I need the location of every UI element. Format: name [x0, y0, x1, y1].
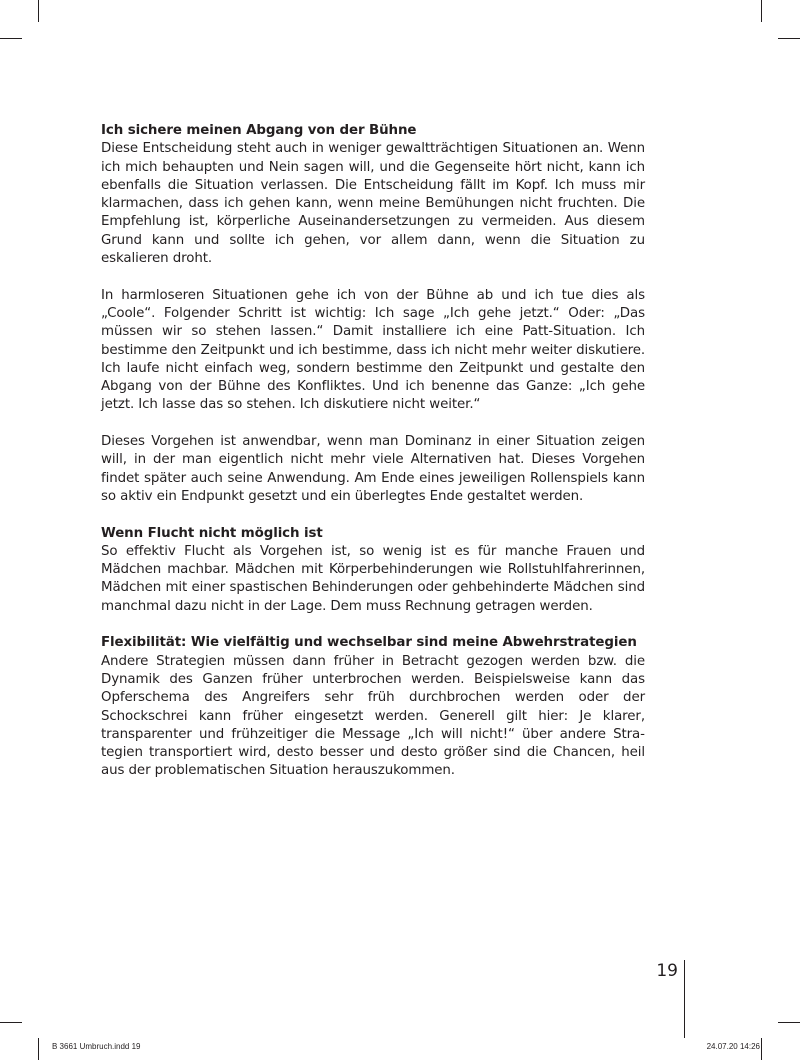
crop-mark: [38, 0, 39, 22]
body-paragraph: So effektiv Flucht als Vorgehen ist, so wenig ist es für manche Frauen und Mädchen machbar. Mädchen mit Körperbehinderungen wie Rollstuhlfahrerinnen, Mädchen mit einer spastischen Behinderungen oder gehbehinderte Mädchen sind manchmal dazu nicht in der Lage. Dem muss Rechnung getragen werden.: [101, 543, 645, 614]
body-paragraph: Dieses Vorgehen ist anwendbar, wenn man Dominanz in einer Situation zeigen will, in der man eigentlich nicht mehr viele Alternativen hat. Dieses Vorgehen findet später auch seine Anwendung. Am Ende eines jeweiligen Rollenspiels kann so aktiv ein Endpunkt gesetzt und ein überlegtes Ende gestaltet werden.: [101, 434, 645, 504]
crop-mark: [761, 1038, 762, 1060]
page-number-rule: [684, 960, 685, 1038]
crop-mark: [38, 1038, 39, 1060]
body-paragraph: In harmloseren Situationen gehe ich von der Bühne ab und ich tue dies als „Coole“. Folgender Schritt ist wichtig: Ich sage „Ich gehe jetzt.“ Oder: „Das müssen wir so stehen lassen.“ Damit installiere ich eine Patt-Situation. Ich bestimme den Zeitpunkt und ich bestimme, dass ich nicht mehr weiter diskutiere. Ich laufe nicht einfach weg, sondern bestimme den Zeitpunkt und gestalte den Abgang von der Bühne des Konfliktes. Und ich benenne das Ganze: „Ich gehe jetzt. Ich lasse das so stehen. Ich diskutiere nicht weiter.“: [101, 287, 645, 413]
crop-mark: [761, 0, 762, 22]
crop-mark: [778, 1022, 800, 1023]
section-heading: Flexibilität: Wie vielfältig und wechselbar sind meine Abwehrstrategien: [101, 635, 637, 651]
section-heading: Wenn Flucht nicht möglich ist: [101, 525, 323, 541]
section-flucht: [101, 525, 645, 616]
body-paragraph: Diese Entscheidung steht auch in weniger gewaltträchtigen Situationen an. Wenn ich mich behaupten und Nein sagen will, und die Gegenseite hört nicht, kann ich ebenfalls die Situation verlassen. Die Entscheidung fällt im Kopf. Ich muss mir klarmachen, dass ich gehen kann, wenn meine Bemühungen nicht fruchten. Die Empfehlung ist, körperliche Auseinandersetzungen zu vermeiden. Aus diesem Grund kann und sollte ich gehen, vor allem dann, wenn die Situation zu eskalieren droht.: [101, 141, 645, 267]
crop-mark: [778, 38, 800, 39]
section-flexibilitaet: [101, 634, 645, 780]
section-heading: Ich sichere meinen Abgang von der Bühne: [101, 123, 417, 138]
crop-mark: [0, 1022, 22, 1023]
section-vorgehen: [101, 433, 645, 506]
slug-timestamp: 24.07.20 14:26: [706, 1042, 760, 1051]
body-paragraph: Andere Strategien müssen dann früher in Betracht gezogen werden bzw. die Dynamik des Ganzen früher unterbrochen werden. Beispielsweise kann das Opferschema des Angreifers sehr früh durchbrochen werden oder der Schockschrei kann früher eingesetzt werden. Generell gilt hier: Je klarer, transparenter und frühzeitiger die Message „Ich will nicht!“ über andere Strategien transportiert wird, desto besser und desto größer sind die Chancen, heil aus der problematischen Situation herauszukommen.: [101, 653, 645, 779]
page-number: 19: [656, 961, 678, 981]
section-harmlose-situationen: [101, 287, 645, 415]
page-body: [101, 122, 645, 799]
slug-filename: B 3661 Umbruch.indd 19: [52, 1042, 141, 1051]
section-abgang: [101, 122, 645, 268]
crop-mark: [0, 38, 22, 39]
